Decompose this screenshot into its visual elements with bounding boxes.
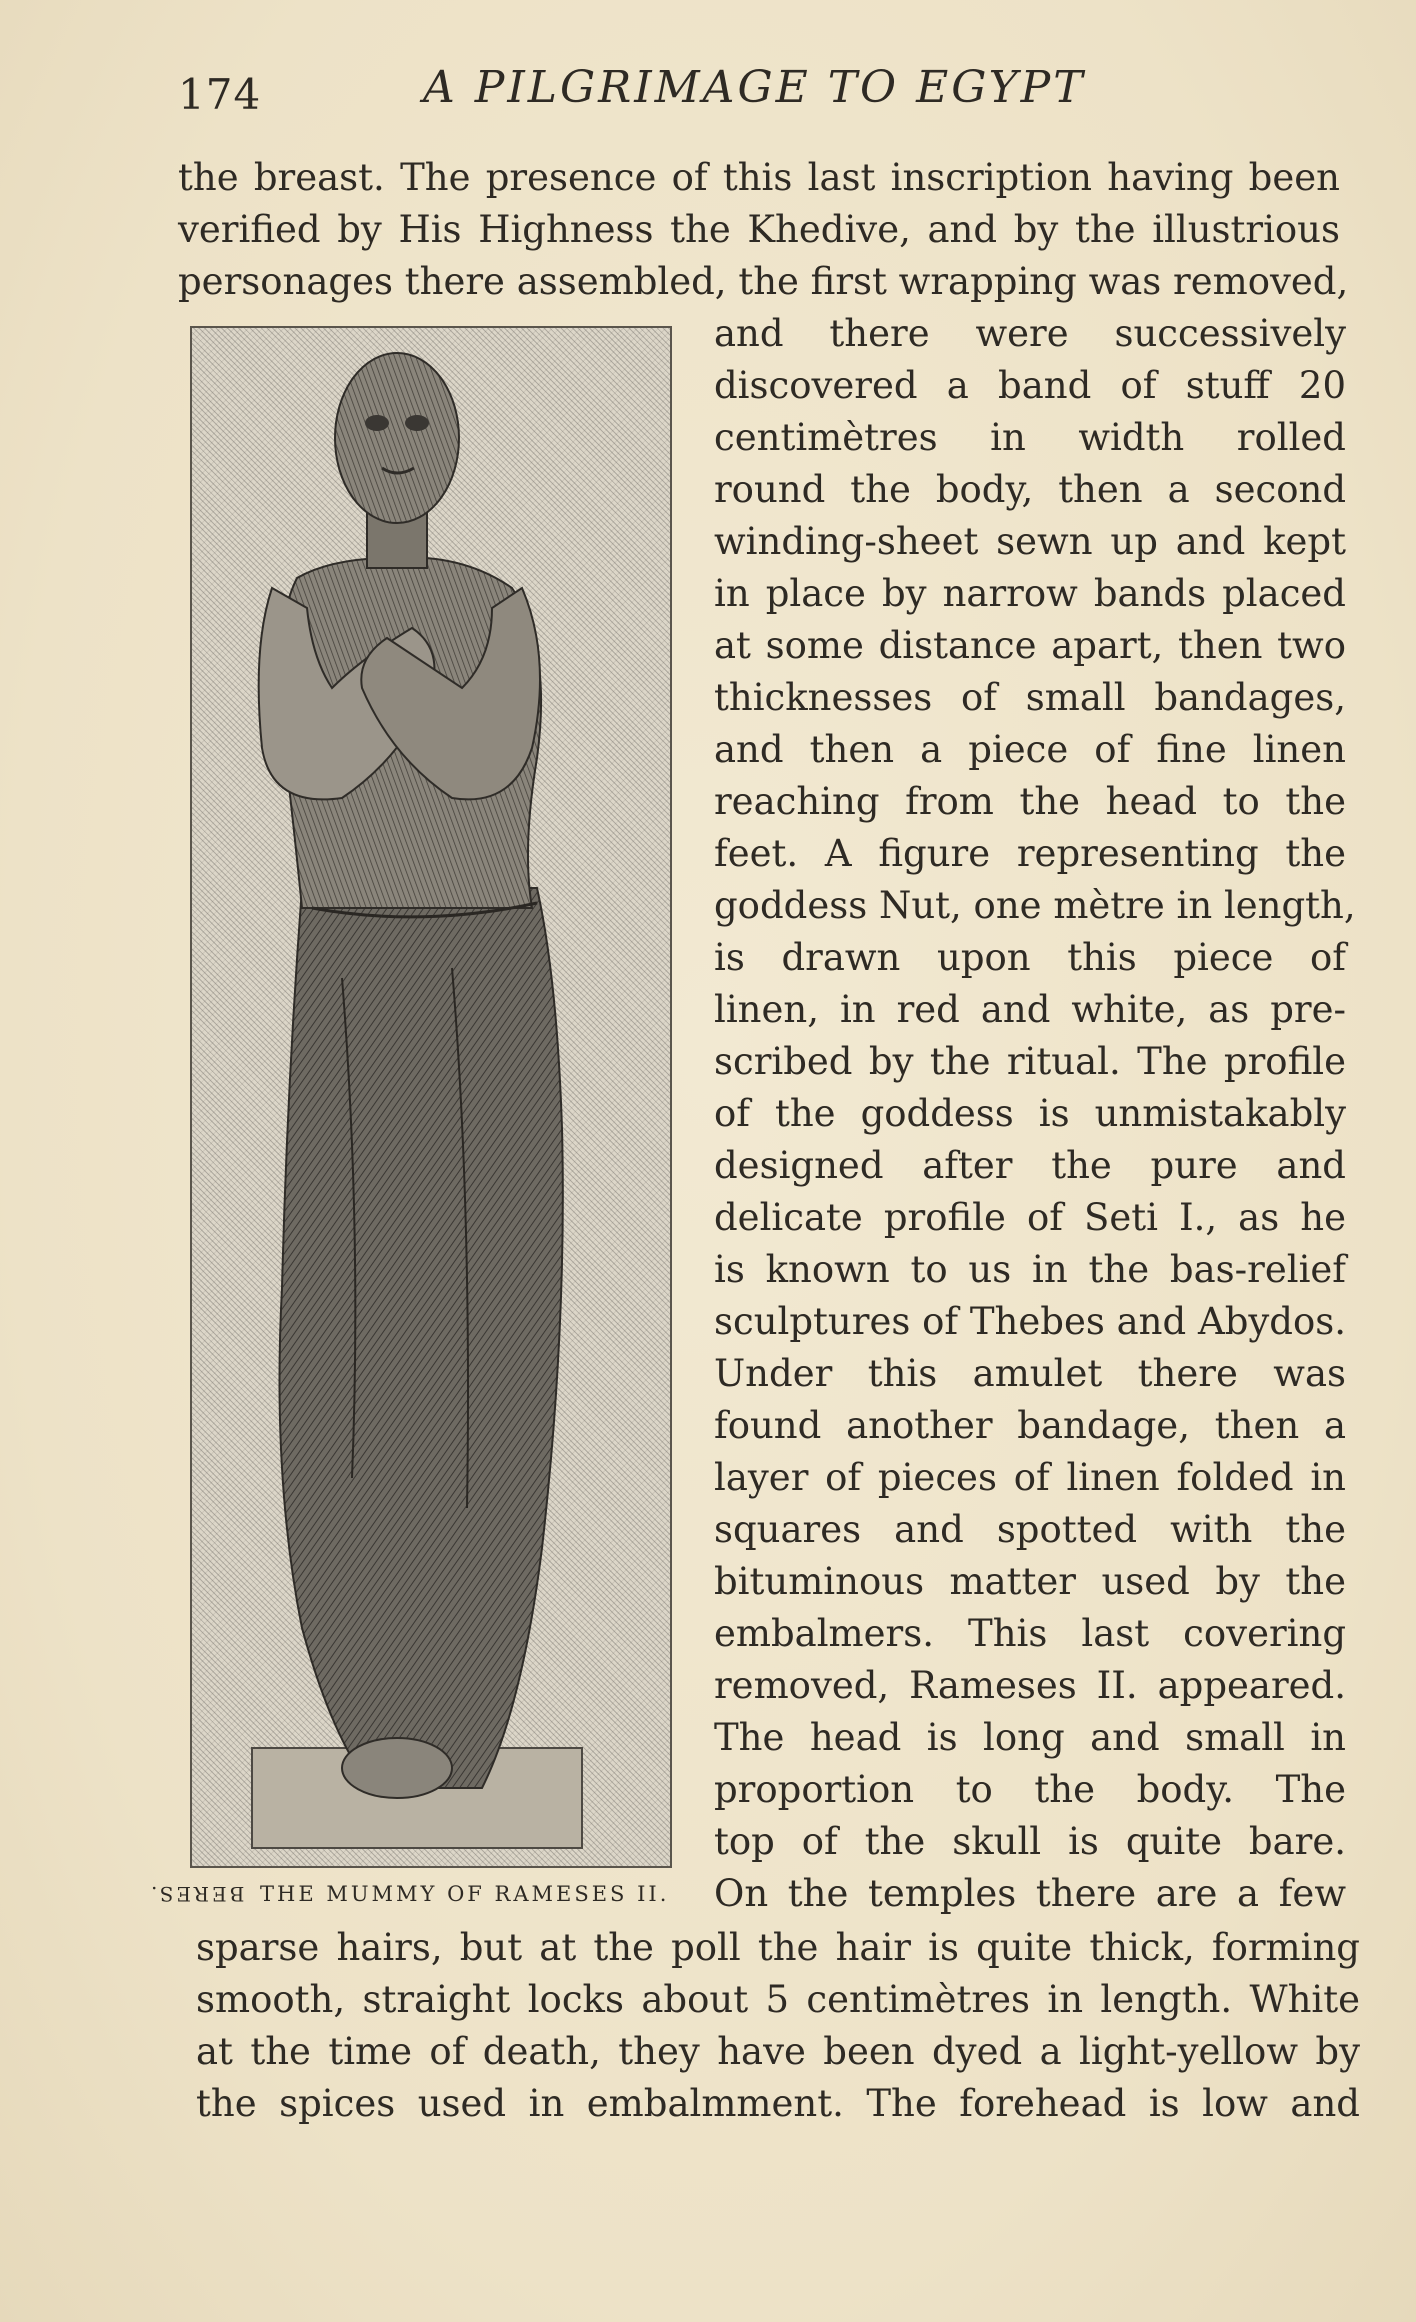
body-line: goddess Nut, one mètre in length,	[714, 884, 1356, 927]
body-line: smooth, straight locks about 5 centimètres in length. White	[196, 1978, 1360, 2021]
body-line: top of the skull is quite bare.	[714, 1820, 1346, 1863]
caption-text: THE MUMMY OF RAMESES II.	[260, 1882, 670, 1906]
mummy-engraving	[192, 328, 670, 1866]
body-line: embalmers. This last covering	[714, 1612, 1346, 1655]
body-line: personages there assembled, the first wrapping was removed,	[178, 260, 1349, 303]
body-line: proportion to the body. The	[714, 1768, 1346, 1811]
body-line: the breast. The presence of this last inscription having been	[178, 156, 1340, 199]
engraver-mark: BERES.	[148, 1882, 245, 1906]
body-line: at some distance apart, then two	[714, 624, 1346, 667]
body-line: the spices used in embalmment. The forehead is low and	[196, 2082, 1360, 2125]
body-line: sculptures of Thebes and Abydos.	[714, 1300, 1346, 1343]
body-line: designed after the pure and	[714, 1144, 1346, 1187]
body-line: sparse hairs, but at the poll the hair is quite thick, forming	[196, 1926, 1360, 1969]
body-line: is known to us in the bas-relief	[714, 1248, 1346, 1291]
body-line: linen, in red and white, as pre-	[714, 988, 1346, 1031]
body-line: thicknesses of small bandages,	[714, 676, 1346, 719]
page-header	[178, 62, 1238, 132]
mummy-illustration	[190, 326, 672, 1868]
body-line: layer of pieces of linen folded in	[714, 1456, 1346, 1499]
body-line: centimètres in width rolled	[714, 416, 1346, 459]
body-line: in place by narrow bands placed	[714, 572, 1346, 615]
body-line: winding-sheet sewn up and kept	[714, 520, 1346, 563]
body-line: verified by His Highness the Khedive, and by the illustrious	[178, 208, 1340, 251]
body-line: On the temples there are a few	[714, 1872, 1346, 1915]
running-title: A PILGRIMAGE TO EGYPT	[423, 62, 1086, 113]
body-line: is drawn upon this piece of	[714, 936, 1346, 979]
figure-caption	[148, 1882, 678, 1906]
body-line: at the time of death, they have been dyed a light-yellow by	[196, 2030, 1360, 2073]
body-line: Under this amulet there was	[714, 1352, 1346, 1395]
body-line: feet. A figure representing the	[714, 832, 1346, 875]
body-line: round the body, then a second	[714, 468, 1346, 511]
body-line: bituminous matter used by the	[714, 1560, 1346, 1603]
body-line: reaching from the head to the	[714, 780, 1346, 823]
body-line: removed, Rameses II. appeared.	[714, 1664, 1346, 1707]
body-line: and then a piece of fine linen	[714, 728, 1346, 771]
body-line: and there were successively	[714, 312, 1346, 355]
page-number: 174	[178, 70, 262, 119]
body-line: scribed by the ritual. The profile	[714, 1040, 1346, 1083]
body-line: squares and spotted with the	[714, 1508, 1346, 1551]
body-line: discovered a band of stuff 20	[714, 364, 1346, 407]
body-line: The head is long and small in	[714, 1716, 1346, 1759]
body-line: delicate profile of Seti I., as he	[714, 1196, 1346, 1239]
body-line: of the goddess is unmistakably	[714, 1092, 1346, 1135]
body-line: found another bandage, then a	[714, 1404, 1346, 1447]
